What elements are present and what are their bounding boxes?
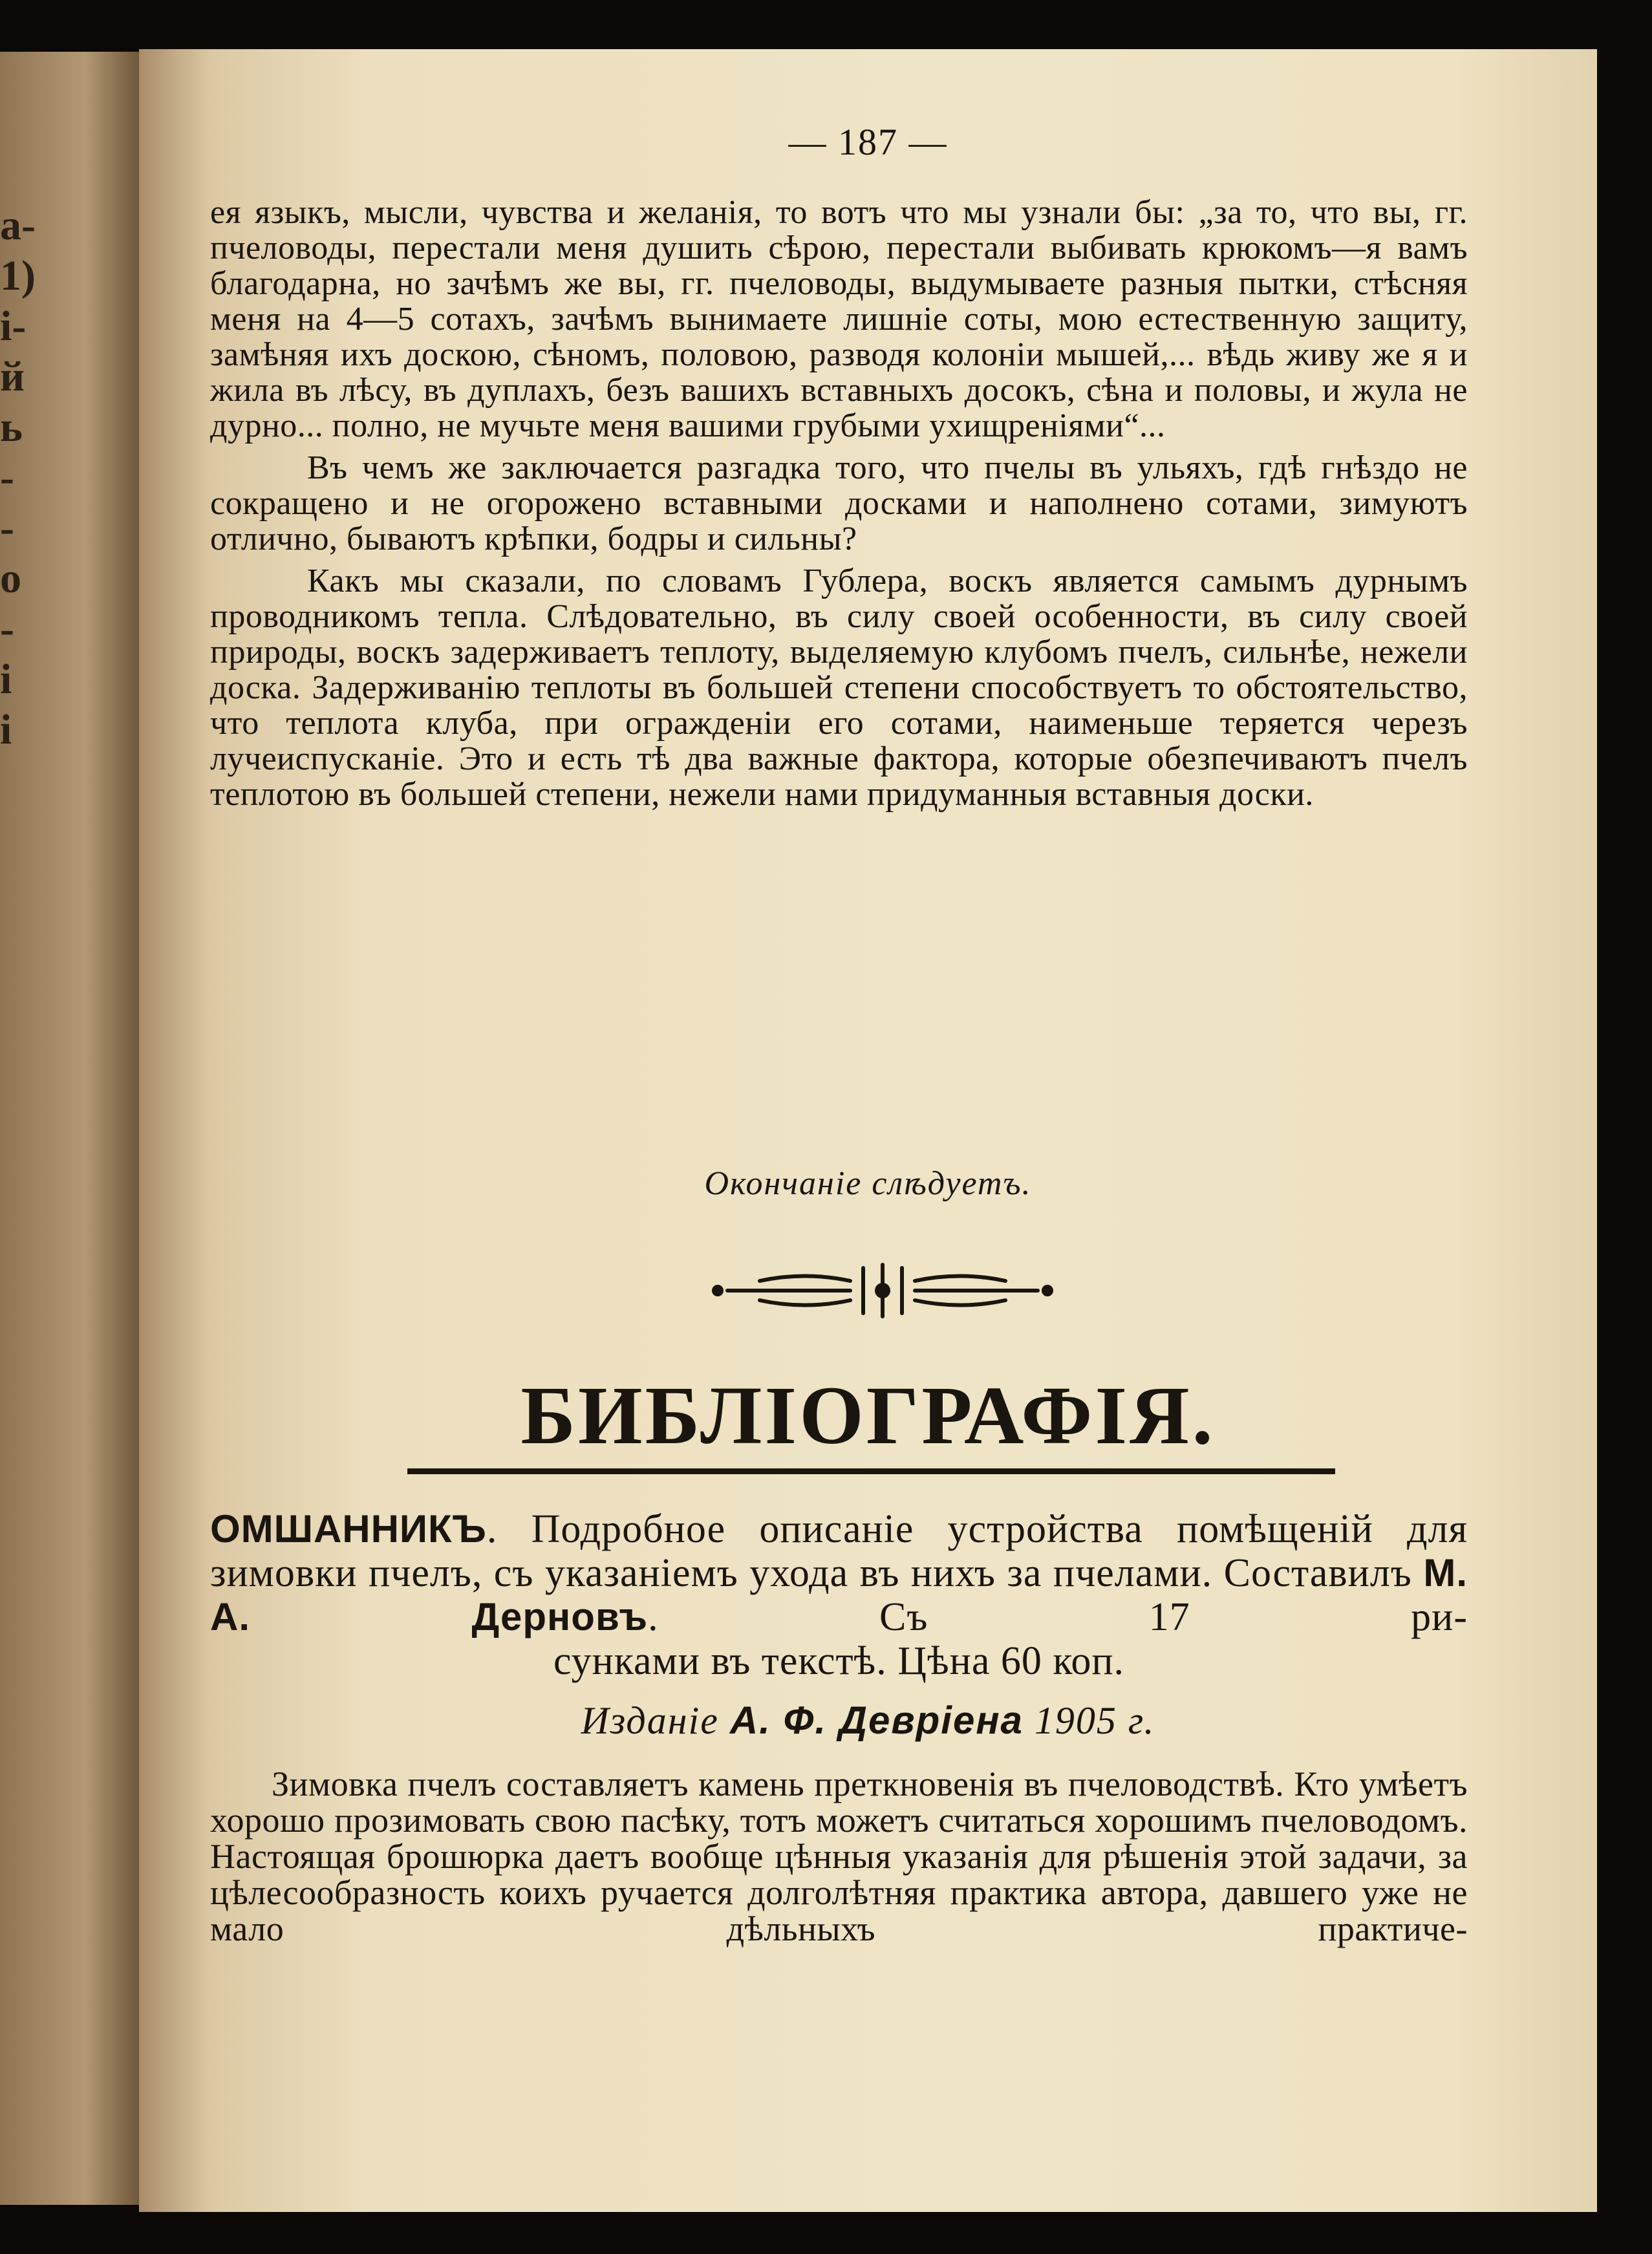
book-author: М. А. Дерновъ — [210, 1551, 1468, 1638]
book-page — [139, 49, 1597, 2212]
article-paragraph: Какъ мы сказали, по словамъ Гублера, воскъ является самымъ дурнымъ проводникомъ тепла. Слѣдовательно, въ силу своей особенности, въ силу своей природы, воскъ задерживаетъ теплоту, выделяемую клубомъ пчелъ, сильнѣе, нежели доска. Задерживанію теплоты въ большей степени способствуетъ то обстоятельство, что теплота клуба, при огражденіи его сотами, наименьше теряется черезъ лучеиспусканіе. Это и есть тѣ два важные фактора, которые обезпечиваютъ пчелъ теплотою въ большей степени, нежели нами придуманныя вставныя доски. — [210, 563, 1468, 813]
article-paragraph: Въ чемъ же заключается разгадка того, что пчелы въ ульяхъ, гдѣ гнѣздо не сокращено и не огорожено вставными досками и наполнено сотами, зимуютъ отлично, бываютъ крѣпки, бодры и сильны? — [210, 449, 1468, 557]
book-description — [210, 1507, 1468, 1639]
edition-year: 1905 г. — [1023, 1699, 1155, 1742]
section-heading: БИБЛІОГРАФІЯ. — [520, 1369, 1216, 1461]
to-be-continued-note: Окончаніе слѣдуетъ. — [704, 1165, 1032, 1202]
book-edition — [139, 1698, 1597, 1743]
review-paragraph: Зимовка пчелъ составляетъ камень преткновенія въ пчеловодствѣ. Кто умѣетъ хорошо прозимовать свою пасѣку, тотъ можетъ считаться хорошимъ пчеловодомъ. Настоящая брошюрка даетъ вообще цѣнныя указанія для рѣшенія этой задачи, за цѣлесообразность коихъ ручается долголѣтняя практика автора, давшего уже не мало дѣльныхъ практиче- — [210, 1765, 1468, 1948]
book-title: ОМШАННИКЪ — [210, 1507, 487, 1551]
review-text — [210, 1766, 1468, 1947]
book-description-part: . Съ 17 ри- — [648, 1595, 1468, 1639]
book-price-line: сунками въ текстѣ. Цѣна 60 коп. — [553, 1639, 1125, 1683]
heading-underline — [407, 1468, 1335, 1474]
book-description-part: . Подробное описаніе устройства помѣщеній для зимовки пчелъ, съ указаніемъ ухода въ нихъ за пчелами. Составилъ — [210, 1507, 1468, 1595]
ornament-divider-icon — [689, 1252, 1077, 1329]
edition-publisher: А. Ф. Девріена — [729, 1699, 1024, 1742]
previous-page-edge — [0, 52, 142, 2205]
article-paragraph: ея языкъ, мысли, чувства и желанія, то вотъ что мы узнали бы: „за то, что вы, гг. пчеловоды, перестали меня душить сѣрою, перестали выбивать крюкомъ—я вамъ благодарна, но зачѣмъ же вы, гг. пчеловоды, выдумываете разныя пытки, стѣсняя меня на 4—5 сотахъ, зачѣмъ вынимаете лишніе соты, мою естественную защиту, замѣняя ихъ доскою, сѣномъ, половою, разводя колоніи мышей,... вѣдь живу же я и жила въ лѣсу, въ дуплахъ, безъ вашихъ вставныхъ досокъ, сѣна и половы, и жула не дурно... полно, не мучьте меня вашими грубыми ухищреніями“... — [210, 194, 1468, 444]
page-number: — 187 — — [788, 121, 948, 163]
previous-page-margin-text: а- 1) і- й ь - - о - і і — [0, 202, 36, 753]
article-text — [210, 195, 1468, 812]
book-entry — [210, 1507, 1468, 1683]
edition-prefix: Изданіе — [581, 1699, 730, 1742]
